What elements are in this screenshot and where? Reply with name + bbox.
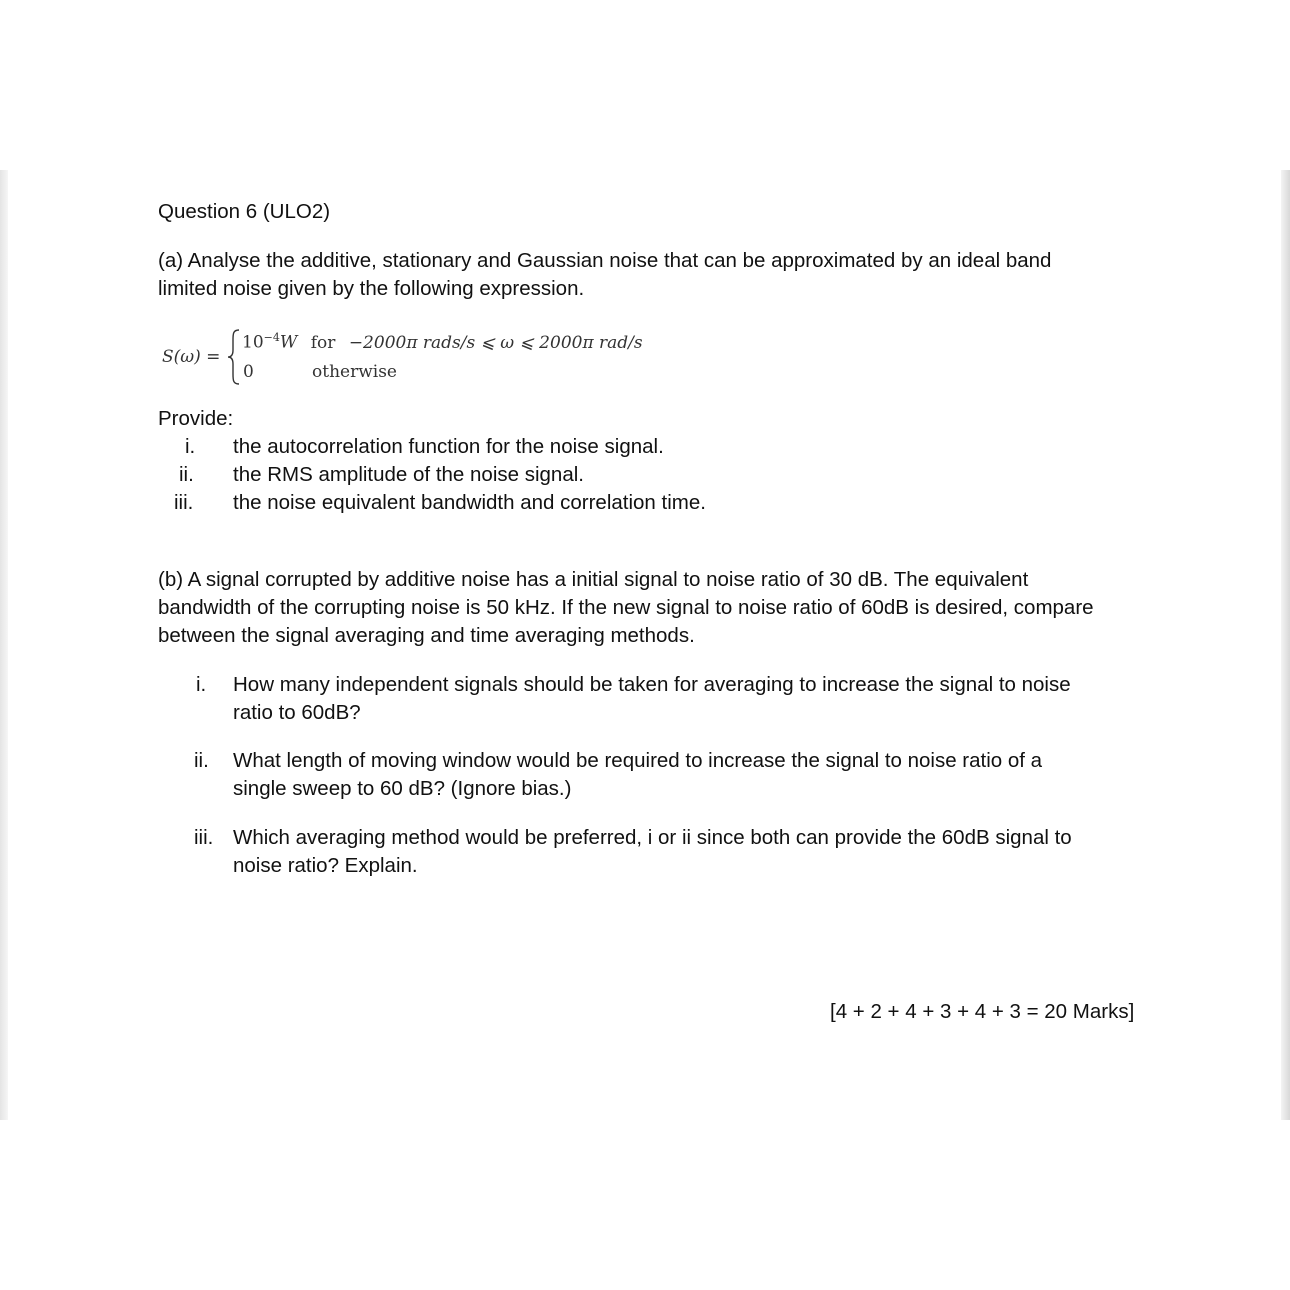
part-b-item-2-line-2: single sweep to 60 dB? (Ignore bias.) [233, 777, 572, 800]
part-a-item-3-text: the noise equivalent bandwidth and correlation time. [233, 491, 706, 514]
part-b-item-2-number: ii. [194, 749, 209, 772]
case1-value: 10 [242, 332, 264, 353]
part-a-item-3-number: iii. [174, 491, 194, 514]
part-a-item-2-number: ii. [179, 463, 194, 486]
provide-label: Provide: [158, 407, 234, 430]
equation-lhs [162, 347, 220, 367]
page-edge-right [1281, 170, 1290, 1120]
part-b-item-3-number: iii. [194, 826, 214, 849]
part-b-item-1-line-2: ratio to 60dB? [233, 701, 361, 724]
part-b-line-1: (b) A signal corrupted by additive noise has a initial signal to noise ratio of 30 dB. The equivalent [158, 568, 1029, 591]
part-b-line-2: bandwidth of the corrupting noise is 50 kHz. If the new signal to noise ratio of 60dB is desired, compare [158, 596, 1094, 619]
part-b-item-3-line-2: noise ratio? Explain. [233, 854, 418, 877]
equation-case-1 [242, 331, 643, 353]
part-a-line-2: limited noise given by the following expression. [158, 277, 585, 300]
equation-lhs-text: S(ω) = [162, 347, 221, 367]
part-b-item-3-line-1: Which averaging method would be preferred, i or ii since both can provide the 60dB signal to [233, 826, 1072, 849]
part-a-item-1-number: i. [185, 435, 196, 458]
part-a-line-1: (a) Analyse the additive, stationary and Gaussian noise that can be approximated by an ideal band [158, 249, 1052, 272]
case1-for: for [310, 332, 336, 353]
page-edge-left [0, 170, 8, 1120]
case1-exponent: −4 [263, 331, 280, 344]
marks-summary: [4 + 2 + 4 + 3 + 4 + 3 = 20 Marks] [830, 1000, 1135, 1023]
equation-case-2-value: 0 [243, 362, 254, 382]
case1-condition: −2000π rads/s ⩽ ω ⩽ 2000π rad/s [348, 332, 643, 353]
part-b-line-3: between the signal averaging and time averaging methods. [158, 624, 695, 647]
part-b-item-2-line-1: What length of moving window would be required to increase the signal to noise ratio of a [233, 749, 1043, 772]
question-title: Question 6 (ULO2) [158, 200, 331, 223]
equation-brace [227, 328, 241, 386]
case1-unit: W [279, 332, 298, 353]
equation-case-2-condition: otherwise [312, 362, 397, 382]
part-b-item-1-line-1: How many independent signals should be taken for averaging to increase the signal to noise [233, 673, 1071, 696]
part-a-item-1-text: the autocorrelation function for the noise signal. [233, 435, 664, 458]
part-b-item-1-number: i. [196, 673, 207, 696]
part-a-item-2-text: the RMS amplitude of the noise signal. [233, 463, 584, 486]
